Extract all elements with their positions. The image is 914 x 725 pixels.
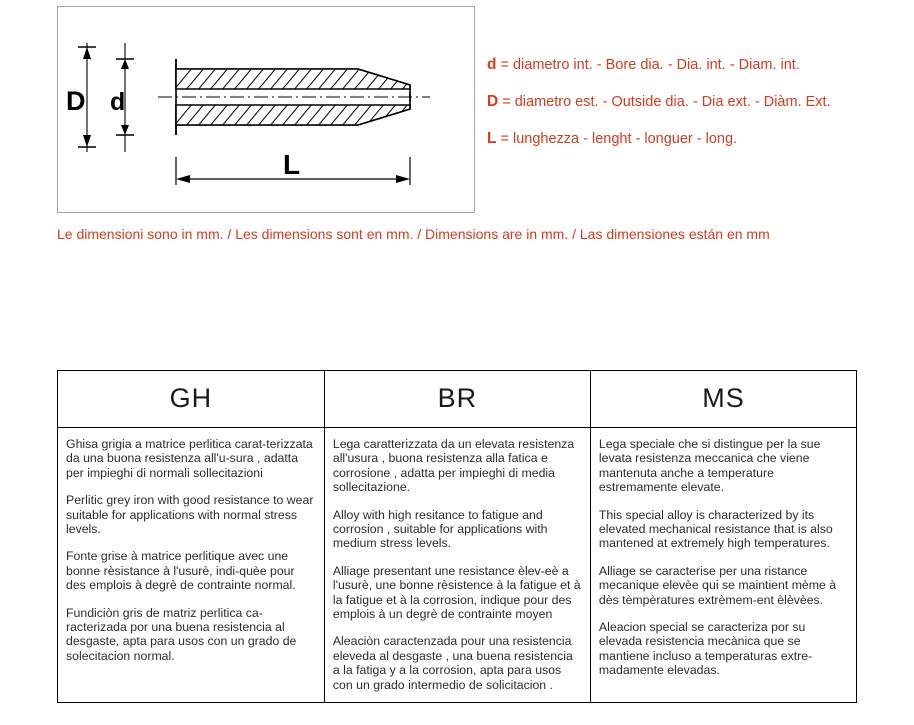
label-length: L — [283, 149, 301, 180]
bushing-drawing — [58, 7, 474, 212]
label-outside-diameter: D — [66, 86, 86, 116]
material-desc-it: Lega speciale che si distingue per la sue levata resistenza meccanica che viene mantenuta anche a temperature estremamente elevate. — [598, 437, 821, 495]
table-header-row — [58, 371, 857, 428]
legend-row-length — [487, 130, 897, 148]
legend-symbol-L: L — [487, 130, 497, 147]
label-bore-diameter: d — [110, 88, 126, 116]
table-header-ms: MS — [590, 371, 856, 428]
legend-text-L: = lunghezza - lenght - longuer - long. — [496, 131, 738, 147]
material-desc-es: Fundiciòn gris de matriz perlitica ca-racterizada por una buena resistencia al desgaste, apta para usos con un grado de solecitacion normal. — [66, 605, 297, 663]
legend-symbol-D: D — [487, 93, 499, 110]
table-row — [58, 428, 857, 703]
table-cell-br — [324, 428, 590, 703]
material-desc-en: This special alloy is characterized by its elevated mechanical resistance that is also mantened at extremely high temperatures. — [598, 507, 833, 551]
material-desc-es: Aleaciòn caractenzada pour una resistencia eleveda al desgaste , una buena resistencia a la fatiga y a la corrosion, apta para usos con un grado intermedio de solicitacion . — [332, 634, 573, 692]
table-header-gh: GH — [58, 371, 325, 428]
material-desc-en: Alloy with high resitance to fatigue and corrosion , suitable for applications with medium stress levels. — [332, 507, 548, 551]
material-desc-en: Perlitic grey iron with good resistance to wear suitable for applications with normal stress levels. — [66, 493, 314, 537]
material-desc-it: Lega caratterizzata da un elevata resistenza all'usura , buona resistenza alla fatica e corrosione , adatta per impieghi di media sollecitazione. — [332, 437, 575, 495]
units-note: Le dimensioni sono in mm. / Les dimensions sont en mm. / Dimensions are in mm. / Las dimensiones están en mm — [57, 226, 770, 242]
legend-row-outside — [487, 93, 897, 111]
materials-table — [57, 370, 857, 703]
legend-row-bore — [487, 56, 897, 74]
dimension-legend — [487, 56, 897, 167]
material-desc-it: Ghisa grigia a matrice perlitica carat-terizzata da una buona resistenza all'u-sura , adatta per impieghi di normali sollecitazioni — [66, 437, 313, 480]
legend-text-D: = diametro est. - Outside dia. - Dia ext. - Diàm. Ext. — [498, 94, 831, 110]
material-desc-fr: Alliage se caracterise per una ristance mecanique elevèe qui se maintient mème à dès tèmpèratures extrèmem-ent èlèvèes. — [598, 563, 837, 607]
table-cell-gh — [58, 428, 325, 703]
table-header-br: BR — [324, 371, 590, 428]
material-desc-fr: Fonte grise à matrice perlitique avec une bonne rèsistance à l'usurè, indi-quèe pour des emplois à degrè de contrainte normal. — [66, 549, 296, 593]
table-cell-ms — [590, 428, 856, 703]
legend-text-d: = diametro int. - Bore dia. - Dia. int. - Diam. int. — [496, 57, 800, 73]
legend-symbol-d: d — [487, 56, 497, 73]
bushing-diagram — [57, 6, 475, 213]
material-desc-fr: Alliage presentant une resistance èlev-eè a l'usurè, une bonne rèsistence à la fatigue et à la fatigue et à la corrosion, indique pour des emplois à un degrè de contrainte moyen — [332, 563, 581, 622]
material-desc-es: Aleacion special se caracteriza por su elevada resistencia mecànica que se mantiene incluso a temperaturas extre-madamente elevadas. — [598, 620, 813, 678]
